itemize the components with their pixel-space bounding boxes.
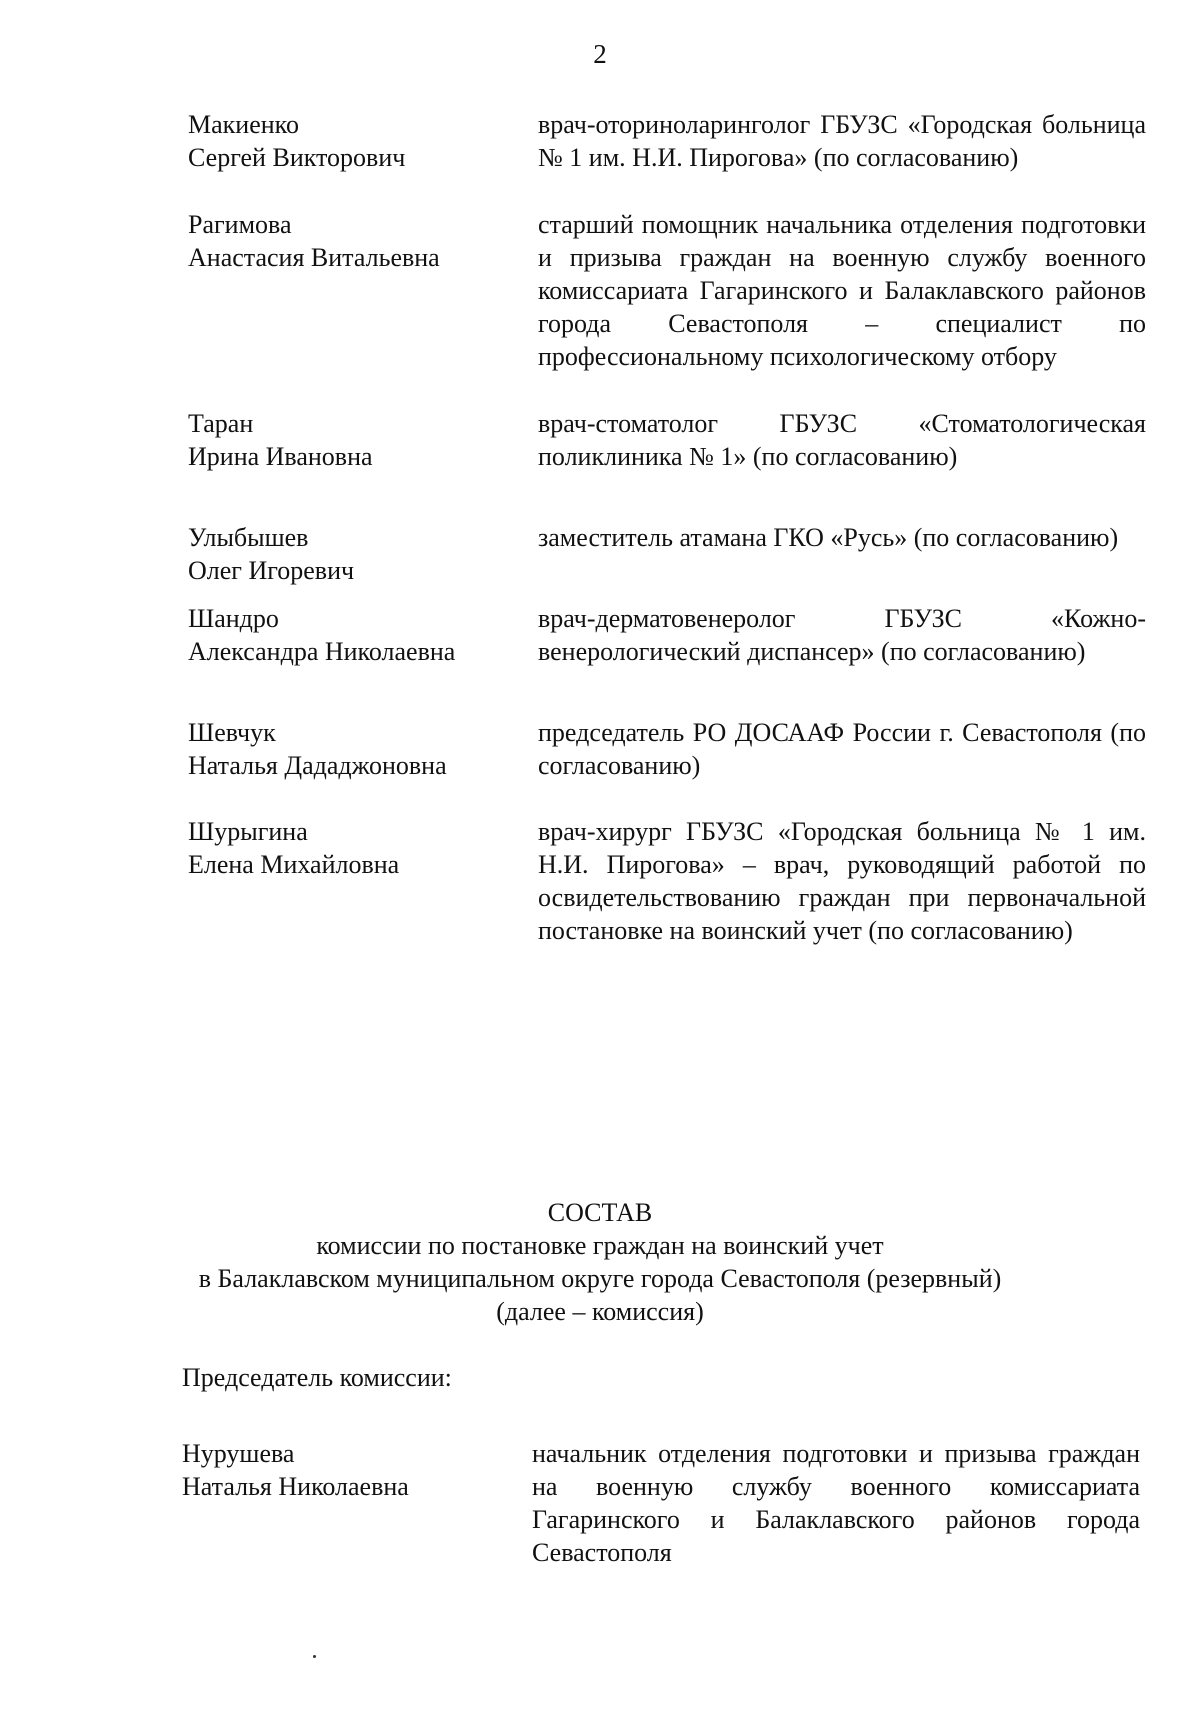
composition-line-2: в Балаклавском муниципальном округе города Севастополя (резервный) [198,1264,1002,1293]
member-entry [188,716,1148,782]
role-text: врач-оториноларинголог ГБУЗС «Городская больница № 1 им. Н.И. Пирогова» (по согласованию) [538,110,1146,172]
member-entry [188,815,1148,947]
given-names: Олег Игоревич [188,556,355,585]
surname: Шандро [188,604,279,633]
given-names: Анастасия Витальевна [188,243,440,272]
surname: Шевчук [188,718,276,747]
member-entry [188,208,1148,373]
composition-title: СОСТАВ [547,1198,653,1227]
member-name [188,521,518,587]
members-list [188,108,1148,947]
surname: Улыбышев [188,523,309,552]
given-names: Елена Михайловна [188,850,400,879]
member-role [538,407,1146,473]
page-number: 2 [593,39,607,69]
composition-line-1: комиссии по постановке граждан на воинский учет [316,1231,884,1260]
member-role [538,208,1146,373]
member-entry [188,108,1148,174]
role-text: врач-стоматолог ГБУЗС «Стоматологическая поликлиника № 1» (по согласованию) [538,409,1146,471]
member-name [188,108,518,174]
given-names: Наталья Дададжоновна [188,751,447,780]
given-names: Александра Николаевна [188,637,456,666]
composition-line-3: (далее – комиссия) [496,1297,704,1326]
member-name [188,815,518,881]
scan-speck [313,1655,316,1658]
role-text: заместитель атамана ГКО «Русь» (по согласованию) [538,523,1119,552]
surname: Нурушева [182,1439,295,1468]
surname: Макиенко [188,110,299,139]
role-text: начальник отделения подготовки и призыва граждан на военную службу военного комиссариата Гагаринского и Балаклавского районов города Севастополя [532,1439,1140,1567]
member-role [538,108,1146,174]
given-names: Наталья Николаевна [182,1472,409,1501]
role-text: старший помощник начальника отделения подготовки и призыва граждан на военную службу военного комиссариата Гагаринского и Балаклавского районов города Севастополя – специалист по профессиональному психологическому отбору [538,210,1146,371]
chair-entry [182,1437,1142,1569]
member-name [188,407,518,473]
member-entry [188,407,1148,473]
member-entry [188,521,1148,585]
surname: Шурыгина [188,817,308,846]
member-role [538,815,1146,947]
role-text: врач-дерматовенеролог ГБУЗС «Кожно-венерологический диспансер» (по согласованию) [538,604,1146,666]
chair-label: Председатель комиссии: [182,1363,452,1392]
member-role [538,602,1146,668]
chair-role [532,1437,1140,1569]
role-text: председатель РО ДОСААФ России г. Севастополя (по согласованию) [538,718,1146,780]
surname: Рагимова [188,210,292,239]
given-names: Ирина Ивановна [188,442,373,471]
chair-name [182,1437,512,1503]
member-role [538,521,1146,554]
member-name [188,716,518,782]
surname: Таран [188,409,254,438]
member-name [188,602,518,668]
member-role [538,716,1146,782]
member-entry [188,602,1148,668]
given-names: Сергей Викторович [188,143,406,172]
role-text: врач-хирург ГБУЗС «Городская больница № 1 им. Н.И. Пирогова» – врач, руководящий работой по освидетельствованию граждан при первоначальной постановке на воинский учет (по согласованию) [538,817,1146,945]
member-name [188,208,518,274]
